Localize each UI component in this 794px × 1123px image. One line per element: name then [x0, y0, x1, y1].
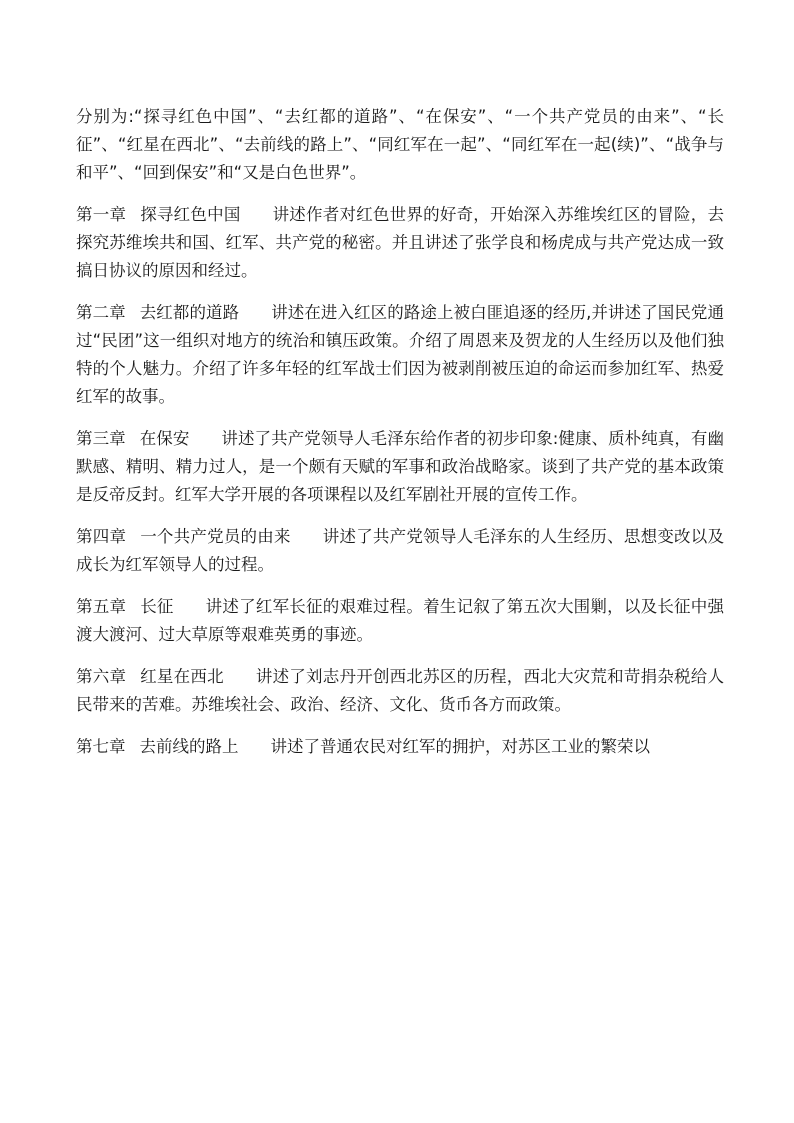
chapter-title: 去前线的路上: [139, 737, 239, 756]
chapter-title: 去红都的道路: [139, 303, 240, 322]
chapter-number: 第五章: [76, 597, 127, 616]
chapter-title: 红星在西北: [140, 667, 224, 686]
chapter-number: 第一章: [76, 205, 127, 224]
chapter-summary: 讲述在进入红区的路途上被白匪追逐的经历,并讲述了国民党通过“民团”这一组织对地方的统治和镇压政策。介绍了周恩来及贺龙的人生经历以及他们独特的个人魅力。介绍了许多年轻的红军战士们因为被剥削被压迫的命运而参加红军、热爱红军的故事。: [76, 303, 725, 406]
chapter-summary: 讲述了共产党领导人毛泽东的人生经历、思想变改以及成长为红军领导人的过程。: [76, 527, 725, 574]
chapter-title: 长征: [140, 597, 174, 616]
document-body: [76, 103, 724, 775]
chapter-number: 第四章: [76, 527, 127, 546]
chapter-1-paragraph: [76, 201, 724, 285]
chapter-title: 一个共产党员的由来: [140, 527, 291, 546]
chapter-5-paragraph: [76, 593, 724, 649]
chapter-2-paragraph: [76, 299, 724, 411]
chapter-6-paragraph: [76, 663, 724, 719]
chapter-summary: 讲述作者对红色世界的好奇，开始深入苏维埃红区的冒险，去探究苏维埃共和国、红军、共产党的秘密。并且讲述了张学良和杨虎成与共产党达成一致搞日协议的原因和经过。: [76, 205, 725, 280]
chapter-title: 在保安: [139, 429, 190, 448]
chapter-summary: 讲述了共产党领导人毛泽东给作者的初步印象:健康、质朴纯真，有幽默感、精明、精力过人，是一个颇有天赋的军事和政治战略家。谈到了共产党的基本政策是反帝反封。红军大学开展的各项课程以及红军剧社开展的宣传工作。: [76, 429, 724, 504]
chapter-number: 第六章: [76, 667, 127, 686]
chapter-number: 第七章: [76, 737, 126, 756]
chapter-summary: 讲述了红军长征的艰难过程。着生记叙了第五次大围剿，以及长征中强渡大渡河、过大草原等艰难英勇的事迹。: [76, 597, 725, 644]
chapter-3-paragraph: [76, 425, 724, 509]
chapter-7-paragraph: [76, 733, 724, 761]
chapter-title: 探寻红色中国: [140, 205, 241, 224]
chapter-4-paragraph: [76, 523, 724, 579]
intro-paragraph: 分别为:“探寻红色中国”、“去红都的道路”、“在保安”、“一个共产党员的由来”、“长征”、“红星在西北”、“去前线的路上”、“同红军在一起”、“同红军在一起(续)”、“战争与和平”、“回到保安”和“又是白色世界”。: [76, 107, 724, 182]
chapter-number: 第三章: [76, 429, 126, 448]
chapter-summary: 讲述了普通农民对红军的拥护，对苏区工业的繁荣以: [270, 737, 650, 756]
chapter-summary: 讲述了刘志丹开创西北苏区的历程，西北大灾荒和苛捐杂税给人民带来的苦难。苏维埃社会、政治、经济、文化、货币各方而政策。: [76, 667, 725, 714]
chapter-number: 第二章: [76, 303, 126, 322]
